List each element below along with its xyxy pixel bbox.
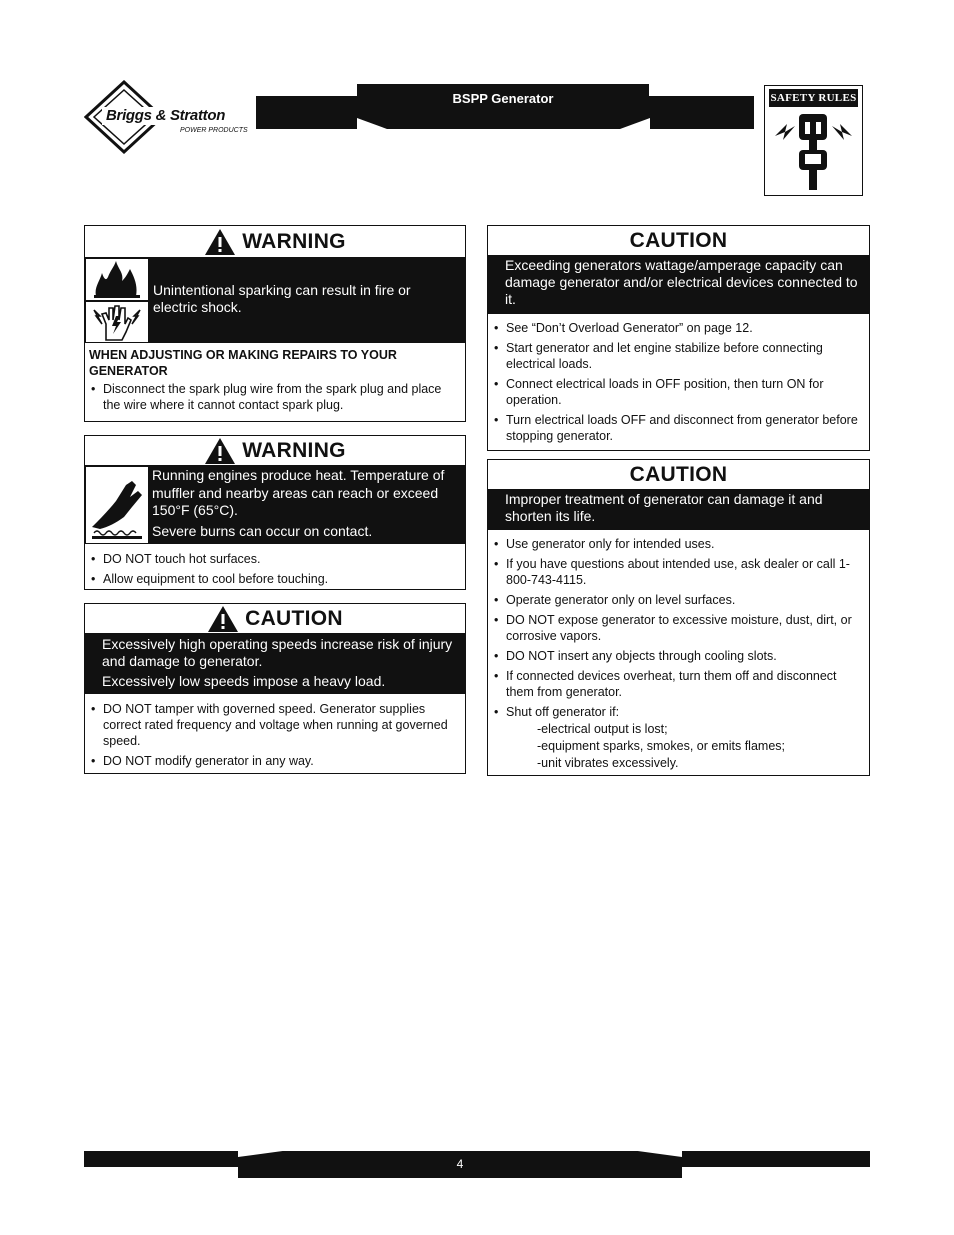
caution-title: CAUTION [629, 462, 728, 486]
list-sub-item: -unit vibrates excessively. [537, 756, 679, 770]
warning-subheading: WHEN ADJUSTING OR MAKING REPAIRS TO YOUR GENERATOR [89, 348, 397, 378]
warning-panel-header [85, 436, 465, 466]
caution-panel-treatment [487, 459, 870, 776]
warning-title: WARNING [242, 438, 346, 462]
brand-subtitle: POWER PRODUCTS [180, 127, 248, 134]
list-item: • Allow equipment to cool before touching. [89, 571, 461, 587]
warning-triangle-icon [207, 605, 239, 633]
page-number: 4 [238, 1151, 682, 1178]
caution-message-block [488, 490, 869, 530]
list-item: • Connect electrical loads in OFF position, then turn ON for operation. [492, 376, 865, 408]
footer-notch-left [238, 1150, 290, 1157]
list-item: • Use generator only for intended uses. [492, 536, 865, 552]
electric-plug-icon [769, 110, 858, 192]
hot-surface-icon [85, 466, 149, 544]
list-item: • DO NOT touch hot surfaces. [89, 551, 461, 567]
list-item: • If you have questions about intended use, ask dealer or call 1-800-743-4115. [492, 556, 865, 588]
caution-message: Excessively high operating speeds increase risk of injury and damage to generator. [102, 636, 453, 669]
header-notch-right [620, 118, 650, 129]
caution-panel-header [488, 460, 869, 490]
fire-icon [85, 258, 149, 301]
list-item: • If connected devices overheat, turn them off and disconnect them from generator. [492, 668, 865, 700]
list-item: • DO NOT insert any objects through cooling slots. [492, 648, 865, 664]
list-item: • Start generator and let engine stabilize before connecting electrical loads. [492, 340, 865, 372]
caution-list [488, 314, 869, 452]
list-item: • DO NOT modify generator in any way. [89, 753, 461, 769]
list-item: • DO NOT expose generator to excessive moisture, dust, dirt, or corrosive vapors. [492, 612, 865, 644]
warning-triangle-icon [204, 437, 236, 465]
warning-title: WARNING [242, 229, 346, 253]
warning-message-block [85, 466, 465, 544]
list-item: • Disconnect the spark plug wire from the spark plug and place the wire where it cannot contact spark plug. [89, 381, 461, 413]
warning-message-secondary: Severe burns can occur on contact. [152, 523, 373, 539]
warning-panel-sparking [84, 225, 466, 422]
brand-name: Briggs & Stratton [106, 107, 226, 124]
caution-message: Exceeding generators wattage/amperage capacity can damage generator and/or electrical devices connected to it. [505, 257, 858, 307]
list-item: • DO NOT tamper with governed speed. Generator supplies correct rated frequency and voltage when running at governed speed. [89, 701, 461, 749]
warning-list [85, 544, 465, 595]
header-notch-left [357, 118, 387, 129]
caution-title: CAUTION [245, 606, 343, 630]
list-item: • Operate generator only on level surfaces. [492, 592, 865, 608]
warning-panel-header [85, 226, 465, 258]
warning-message: Unintentional sparking can result in fire or electric shock. [153, 282, 411, 315]
caution-list [85, 694, 465, 777]
warning-triangle-icon [204, 228, 236, 256]
caution-title: CAUTION [629, 228, 728, 252]
safety-rules-label: SAFETY RULES [769, 89, 858, 107]
caution-list [488, 530, 869, 776]
list-sub-item: -electrical output is lost; [537, 722, 668, 736]
document-title: BSPP Generator [357, 84, 649, 114]
safety-rules-badge [764, 85, 863, 196]
caution-message: Improper treatment of generator can damage it and shorten its life. [505, 491, 823, 524]
caution-message-secondary: Excessively low speeds impose a heavy load. [102, 673, 386, 689]
caution-panel-header [85, 604, 465, 634]
caution-panel-speed [84, 603, 466, 774]
warning-list [85, 379, 465, 421]
list-item: • See “Don’t Overload Generator” on page 12. [492, 320, 865, 336]
caution-panel-header [488, 226, 869, 256]
brand-logo [84, 80, 256, 154]
footer-notch-right [630, 1150, 682, 1157]
caution-message-block [488, 256, 869, 314]
warning-panel-hot-surfaces [84, 435, 466, 590]
caution-message-block [85, 634, 465, 694]
warning-message: Running engines produce heat. Temperature of muffler and nearby areas can reach or exceed 150°F (65°C). [152, 467, 445, 518]
list-item: • Turn electrical loads OFF and disconnect from generator before stopping generator. [492, 412, 865, 444]
list-sub-item: -equipment sparks, smokes, or emits flames; [537, 739, 785, 753]
electric-shock-icon [85, 301, 149, 343]
list-item: • Shut off generator if: [492, 704, 865, 720]
caution-panel-overload [487, 225, 870, 451]
warning-message-block [85, 258, 465, 343]
